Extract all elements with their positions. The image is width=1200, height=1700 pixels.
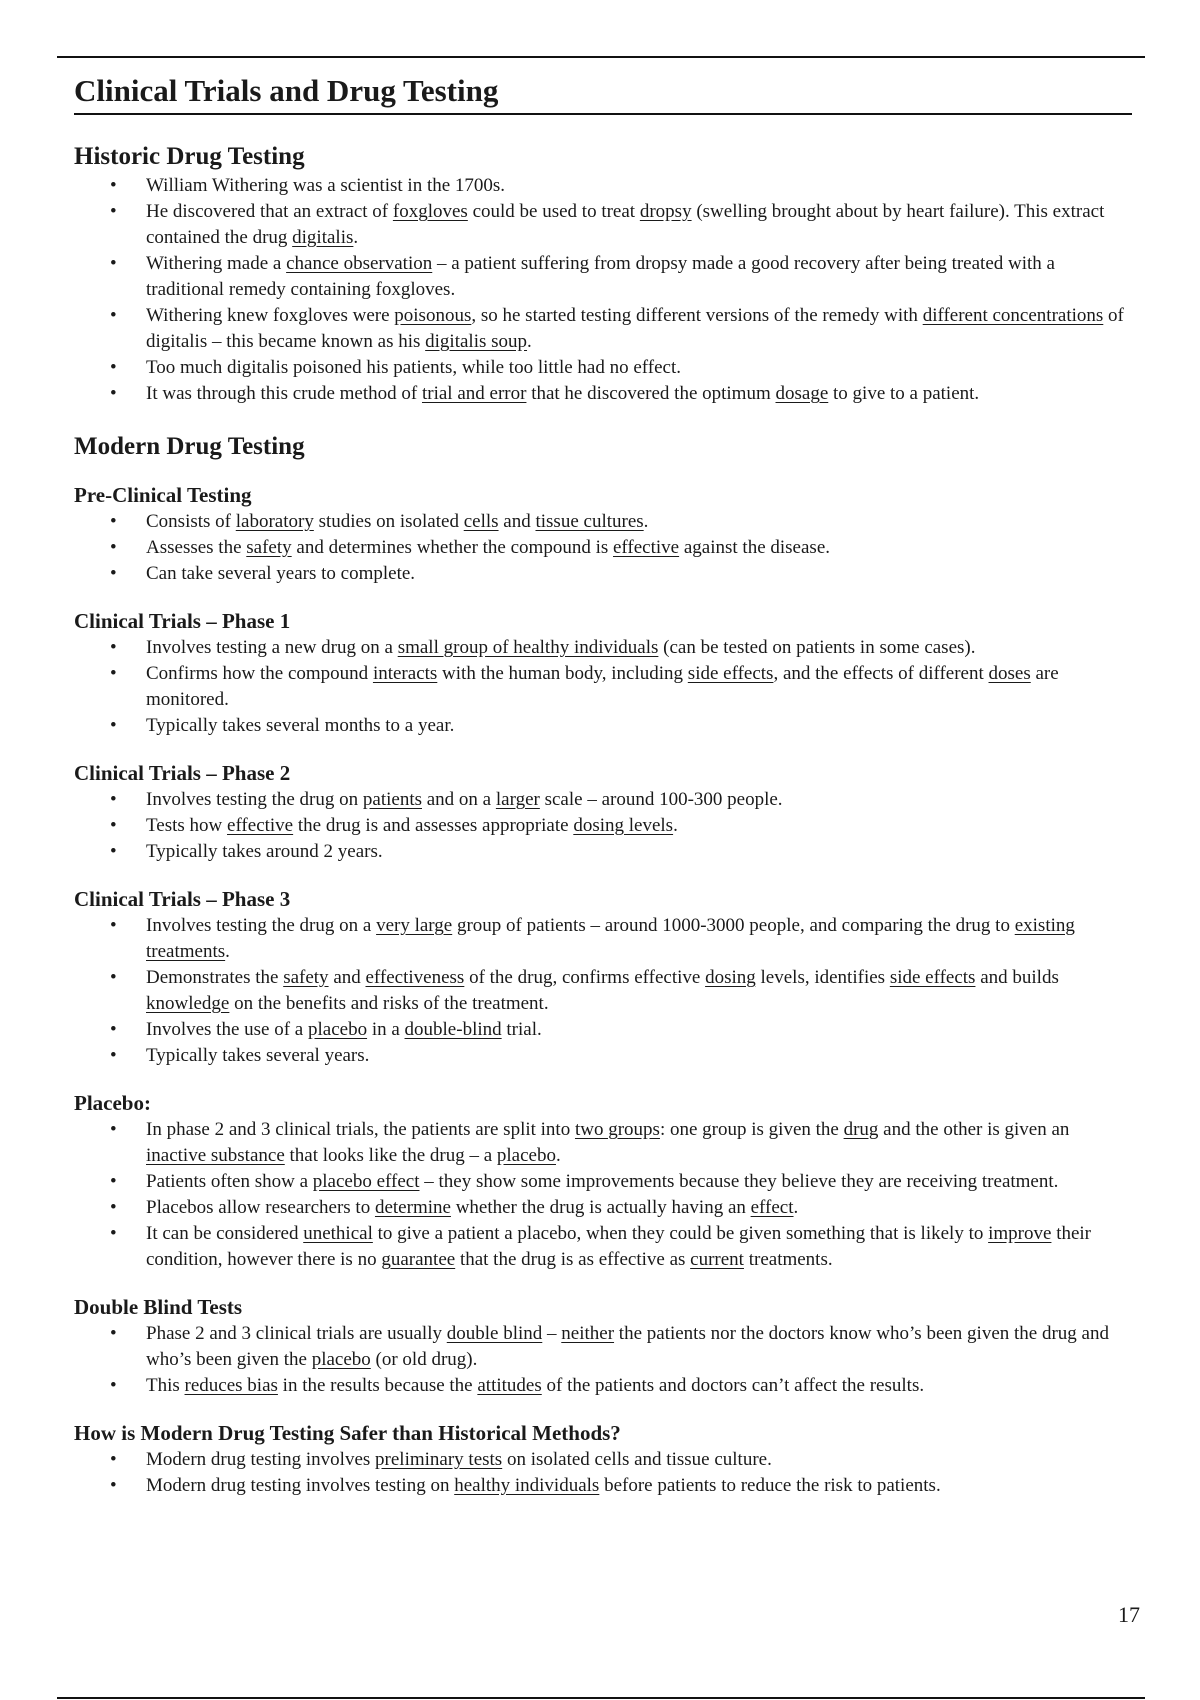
subheading-placebo: Placebo: — [74, 1091, 151, 1115]
list-item — [74, 713, 1134, 739]
key-term: reduces bias — [184, 1375, 278, 1396]
list-item — [74, 303, 1134, 355]
key-term: safety — [283, 967, 329, 988]
text-span: – — [542, 1323, 562, 1344]
text-span: (swelling brought about by heart failure). This extract contained the drug — [146, 201, 1105, 248]
key-term: foxgloves — [392, 201, 468, 222]
text-span: This — [146, 1375, 185, 1396]
list-item — [74, 535, 1134, 561]
key-term: existing treatments — [146, 915, 1075, 962]
text-span: Involves testing the drug on a — [146, 915, 377, 936]
text-span: Tests how — [146, 815, 228, 836]
safer-list — [74, 1447, 1134, 1499]
text-span: before patients to reduce the risk to patients. — [599, 1475, 941, 1496]
key-term: guarantee — [381, 1249, 456, 1270]
key-term: attitudes — [477, 1375, 542, 1396]
list-item — [74, 199, 1134, 251]
text-span: Consists of — [146, 511, 236, 532]
list-item — [74, 1043, 1134, 1069]
text-span: Withering knew foxgloves were — [146, 305, 395, 326]
key-term: inactive substance — [146, 1145, 285, 1166]
text-span: the patients nor the doctors know who’s been given the drug and who’s been given the — [146, 1323, 1109, 1370]
key-term: digitalis soup — [425, 331, 528, 352]
phase2-list — [74, 787, 1134, 865]
text-span: Involves testing a new drug on a — [146, 637, 398, 658]
list-item — [74, 251, 1134, 303]
double-blind-list — [74, 1321, 1134, 1399]
text-span: of the drug, confirms effective — [464, 967, 706, 988]
text-span: their condition, however there is no — [146, 1223, 1092, 1270]
text-span: . — [793, 1197, 799, 1218]
preclinical-list — [74, 509, 1134, 587]
text-span: Withering made a — [146, 253, 287, 274]
page-title: Clinical Trials and Drug Testing — [74, 72, 1132, 115]
key-term: side effects — [889, 967, 976, 988]
text-span: , and the effects of different — [773, 663, 989, 684]
key-term: doses — [988, 663, 1031, 684]
text-span: could be used to treat — [467, 201, 640, 222]
text-span: – a patient suffering from dropsy made a good recovery after being treated with a traditional remedy containing foxgloves. — [146, 253, 1055, 300]
text-span: to give a patient a placebo, when they could be given something that is likely to — [372, 1223, 989, 1244]
text-span: trial. — [501, 1019, 542, 1040]
text-span: to give to a patient. — [828, 383, 980, 404]
text-span: , so he started testing different versions of the remedy with — [471, 305, 923, 326]
text-span: treatments. — [743, 1249, 833, 1270]
subheading-preclinical: Pre-Clinical Testing — [74, 483, 252, 507]
key-term: interacts — [372, 663, 438, 684]
list-item — [74, 813, 1134, 839]
key-term: determine — [374, 1197, 451, 1218]
key-term: placebo effect — [312, 1171, 420, 1192]
text-span: group of patients – around 1000-3000 people, and comparing the drug to — [452, 915, 1015, 936]
text-span: in a — [367, 1019, 405, 1040]
list-item — [74, 1195, 1134, 1221]
text-span: and — [328, 967, 366, 988]
list-item — [74, 1169, 1134, 1195]
key-term: dosage — [775, 383, 829, 404]
text-span: that the drug is as effective as — [455, 1249, 691, 1270]
list-item — [74, 561, 1134, 587]
key-term: trial and error — [421, 383, 527, 404]
section-heading-historic: Historic Drug Testing — [74, 143, 305, 170]
subheading-safer: How is Modern Drug Testing Safer than Historical Methods? — [74, 1421, 621, 1445]
list-item — [74, 661, 1134, 713]
list-item — [74, 839, 1134, 865]
text-span: Patients often show a — [146, 1171, 313, 1192]
key-term: healthy individuals — [454, 1475, 600, 1496]
key-term: double blind — [446, 1323, 543, 1344]
text-span: and the other is given an — [878, 1119, 1070, 1140]
key-term: effect — [750, 1197, 794, 1218]
text-span: . — [527, 331, 532, 352]
key-term: effectiveness — [365, 967, 465, 988]
key-term: improve — [988, 1223, 1052, 1244]
list-item — [74, 1473, 1134, 1499]
list-item — [74, 913, 1134, 965]
key-term: safety — [246, 537, 292, 558]
subheading-double-blind: Double Blind Tests — [74, 1295, 243, 1319]
list-item — [74, 1017, 1134, 1043]
list-item — [74, 1447, 1134, 1473]
subheading-phase3: Clinical Trials – Phase 3 — [74, 887, 291, 911]
text-span: It was through this crude method of — [146, 383, 422, 404]
list-item — [74, 1221, 1134, 1273]
key-term: placebo — [311, 1349, 371, 1370]
text-span: Too much digitalis poisoned his patients, while too little had no effect. — [146, 357, 681, 378]
text-span: . — [353, 227, 359, 248]
list-item — [74, 635, 1134, 661]
text-span: on isolated cells and tissue culture. — [502, 1449, 772, 1470]
text-span: . — [555, 1145, 561, 1166]
document-body — [74, 72, 1134, 1499]
text-span: Involves the use of a — [146, 1019, 308, 1040]
text-span: : one group is given the — [659, 1119, 844, 1140]
key-term: current — [690, 1249, 744, 1270]
key-term: knowledge — [146, 993, 230, 1014]
text-span: Can take several years to complete. — [146, 563, 416, 584]
key-term: dropsy — [639, 201, 692, 222]
key-term: effective — [227, 815, 294, 836]
text-span: (or old drug). — [370, 1349, 478, 1370]
text-span: that looks like the drug – a — [284, 1145, 497, 1166]
list-item — [74, 1117, 1134, 1169]
text-span: and determines whether the compound is — [291, 537, 613, 558]
text-span: Typically takes several months to a year. — [146, 715, 455, 736]
text-span: that he discovered the optimum — [526, 383, 776, 404]
historic-list — [74, 173, 1134, 407]
text-span: whether the drug is actually having an — [450, 1197, 751, 1218]
text-span: Confirms how the compound — [146, 663, 373, 684]
key-term: placebo — [307, 1019, 368, 1040]
placebo-list — [74, 1117, 1134, 1273]
list-item — [74, 381, 1134, 407]
text-span: studies on isolated — [313, 511, 464, 532]
key-term: tissue cultures — [535, 511, 644, 532]
list-item — [74, 787, 1134, 813]
text-span: . — [673, 815, 678, 836]
key-term: larger — [495, 789, 540, 810]
text-span: and on a — [422, 789, 496, 810]
page-number: 17 — [1118, 1602, 1140, 1627]
text-span: of digitalis – this became known as his — [146, 305, 1124, 352]
text-span: and builds — [975, 967, 1059, 988]
text-span: . — [225, 941, 230, 962]
key-term: effective — [613, 537, 680, 558]
text-span: Involves testing the drug on — [146, 789, 363, 810]
text-span: of the patients and doctors can’t affect the results. — [541, 1375, 925, 1396]
key-term: chance observation — [286, 253, 433, 274]
key-term: neither — [561, 1323, 615, 1344]
key-term: cells — [463, 511, 499, 532]
key-term: dosing — [705, 967, 756, 988]
list-item — [74, 509, 1134, 535]
text-span: It can be considered — [146, 1223, 304, 1244]
text-span: in the results because the — [277, 1375, 478, 1396]
list-item — [74, 1321, 1134, 1373]
key-term: dosing levels — [573, 815, 674, 836]
subheading-phase1: Clinical Trials – Phase 1 — [74, 609, 291, 633]
key-term: side effects — [687, 663, 774, 684]
text-span: (can be tested on patients in some cases). — [658, 637, 976, 658]
text-span: Assesses the — [146, 537, 247, 558]
phase1-list — [74, 635, 1134, 739]
key-term: very large — [376, 915, 453, 936]
text-span: In phase 2 and 3 clinical trials, the patients are split into — [146, 1119, 575, 1140]
text-span: with the human body, including — [437, 663, 688, 684]
text-span: are monitored. — [146, 663, 1059, 710]
list-item — [74, 1373, 1134, 1399]
text-span: against the disease. — [679, 537, 831, 558]
key-term: double-blind — [404, 1019, 502, 1040]
key-term: drug — [843, 1119, 879, 1140]
section-heading-modern: Modern Drug Testing — [74, 433, 305, 460]
key-term: different concentrations — [922, 305, 1104, 326]
key-term: two groups — [574, 1119, 660, 1140]
text-span: Phase 2 and 3 clinical trials are usually — [146, 1323, 447, 1344]
text-span: He discovered that an extract of — [146, 201, 393, 222]
key-term: preliminary tests — [375, 1449, 503, 1470]
list-item — [74, 965, 1134, 1017]
key-term: small group of healthy individuals — [397, 637, 659, 658]
key-term: digitalis — [292, 227, 354, 248]
text-span: Typically takes around 2 years. — [146, 841, 383, 862]
text-span: Typically takes several years. — [146, 1045, 370, 1066]
text-span: Modern drug testing involves testing on — [146, 1475, 455, 1496]
text-span: on the benefits and risks of the treatment. — [229, 993, 549, 1014]
text-span: levels, identifies — [755, 967, 890, 988]
key-term: laboratory — [235, 511, 314, 532]
text-span: Demonstrates the — [146, 967, 284, 988]
bottom-rule — [57, 1697, 1145, 1699]
text-span: Placebos allow researchers to — [146, 1197, 375, 1218]
subheading-phase2: Clinical Trials – Phase 2 — [74, 761, 291, 785]
key-term: poisonous — [394, 305, 472, 326]
text-span: . — [643, 511, 649, 532]
text-span: – they show some improvements because they believe they are receiving treatment. — [419, 1171, 1059, 1192]
list-item — [74, 173, 1134, 199]
key-term: placebo — [496, 1145, 556, 1166]
phase3-list — [74, 913, 1134, 1069]
text-span: scale – around 100-300 people. — [539, 789, 783, 810]
top-rule — [57, 56, 1145, 58]
text-span: William Withering was a scientist in the 1700s. — [146, 175, 506, 196]
key-term: patients — [362, 789, 422, 810]
key-term: unethical — [303, 1223, 373, 1244]
text-span: the drug is and assesses appropriate — [293, 815, 574, 836]
text-span: and — [498, 511, 536, 532]
text-span: Modern drug testing involves — [146, 1449, 376, 1470]
list-item — [74, 355, 1134, 381]
